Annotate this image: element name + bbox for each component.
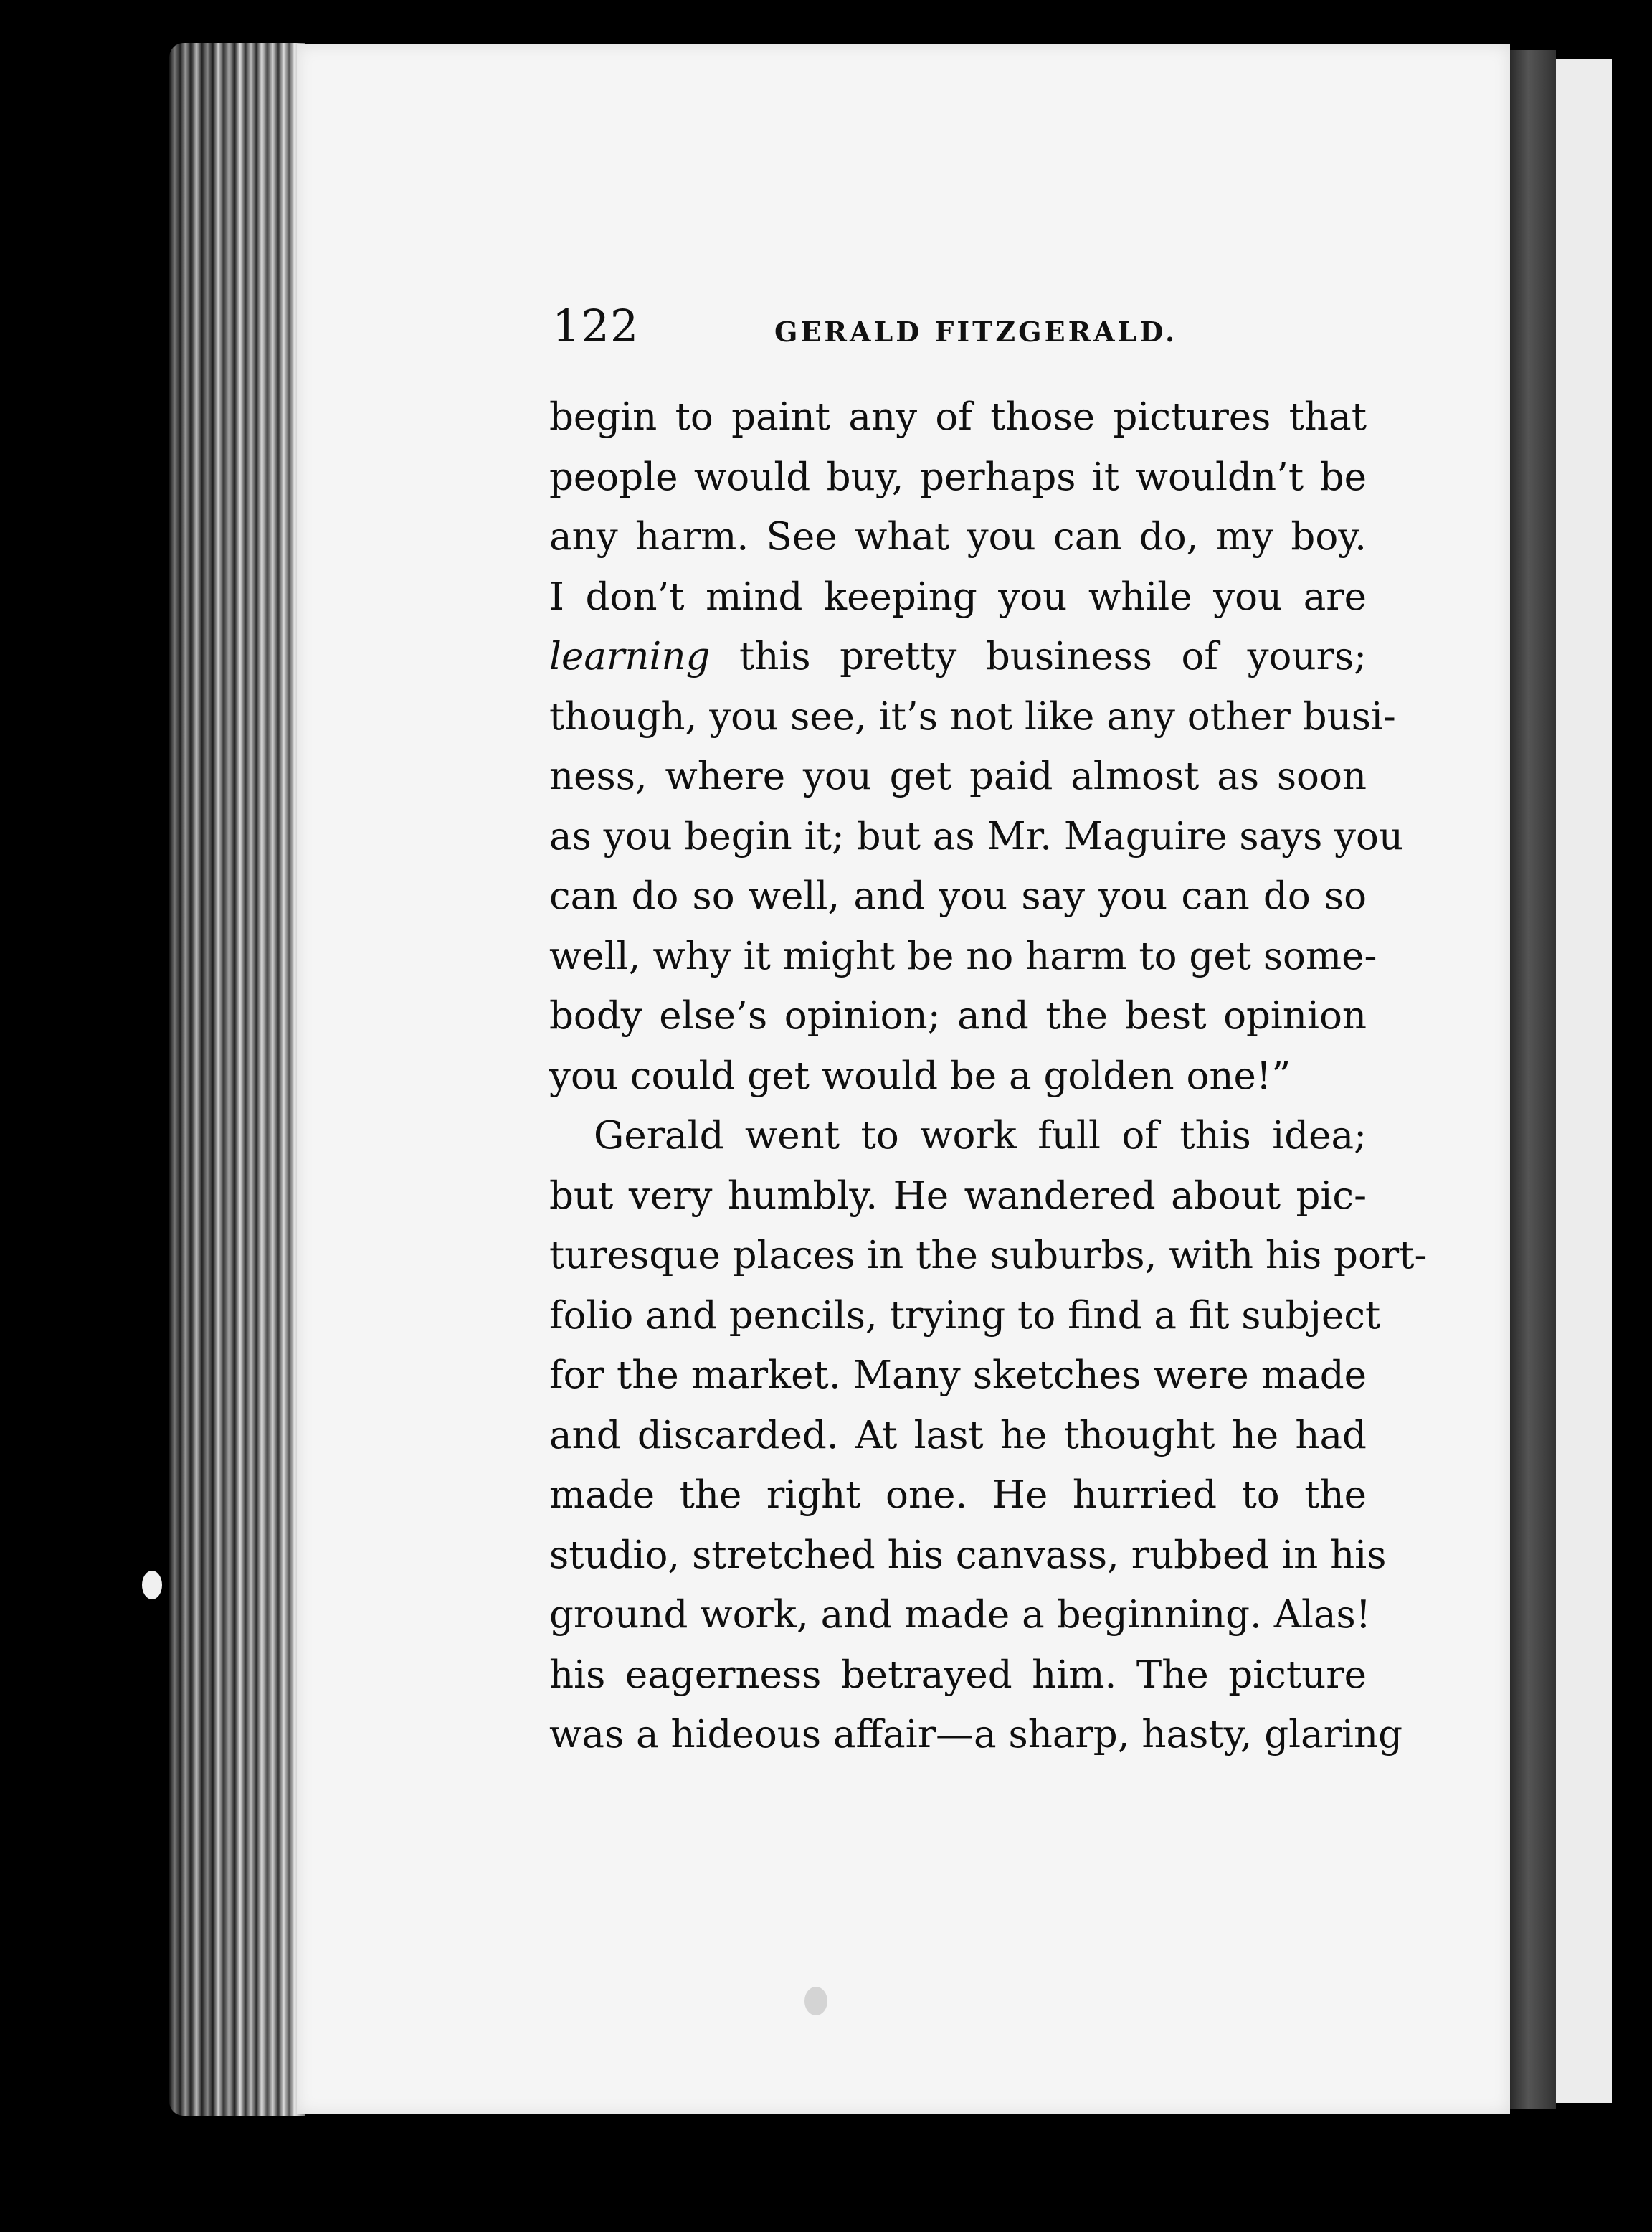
text-line: and discarded. At last he thought he had xyxy=(549,1413,1367,1457)
text-line: but very humbly. He wandered about pic- xyxy=(549,1173,1367,1218)
text-line: you could get would be a golden one!” xyxy=(549,1054,1291,1098)
scan-blemish xyxy=(804,1987,827,2015)
text-line: for the market. Many sketches were made xyxy=(549,1353,1367,1397)
italic-word: learning xyxy=(549,635,711,678)
text-line: begin to paint any of those pictures that xyxy=(549,395,1367,439)
text-line: was a hideous affair—a sharp, hasty, glaring xyxy=(549,1713,1403,1756)
facing-page-edge xyxy=(1556,59,1612,2103)
text-line: any harm. See what you can do, my boy. xyxy=(549,515,1367,559)
text-line: can do so well, and you say you can do so xyxy=(549,874,1367,918)
running-head-title: GERALD FITZGERALD. xyxy=(774,316,1178,348)
text-line: ground work, and made a beginning. Alas! xyxy=(549,1593,1372,1637)
running-header xyxy=(552,300,1384,364)
text-line: well, why it might be no harm to get some- xyxy=(549,934,1377,978)
text-line: his eagerness betrayed him. The picture xyxy=(549,1652,1367,1697)
text-line: turesque places in the suburbs, with his port- xyxy=(549,1234,1428,1277)
book-gutter xyxy=(1510,50,1556,2109)
text-line: folio and pencils, trying to find a fit subject xyxy=(549,1293,1381,1338)
body-text xyxy=(549,387,1428,1822)
text-line: though, you see, it’s not like any other busi- xyxy=(549,694,1396,739)
scan-blemish xyxy=(142,1571,162,1599)
text-line: as you begin it; but as Mr. Maguire says you xyxy=(549,814,1404,859)
text-line: ness, where you get paid almost as soon xyxy=(549,755,1367,798)
text-line: I don’t mind keeping you while you are xyxy=(549,574,1367,619)
text-line xyxy=(549,627,1367,687)
text-line: people would buy, perhaps it wouldn’t be xyxy=(549,455,1367,499)
page-number: 122 xyxy=(552,300,640,352)
text-line: body else’s opinion; and the best opinion xyxy=(549,994,1367,1038)
text-line: studio, stretched his canvass, rubbed in his xyxy=(549,1533,1387,1577)
text-line: made the right one. He hurried to the xyxy=(549,1473,1367,1517)
text-line-rest: this pretty business of yours; xyxy=(710,635,1367,678)
page-block-edges xyxy=(169,43,305,2116)
paragraph-first-line: Gerald went to work full of this idea; xyxy=(594,1114,1367,1158)
